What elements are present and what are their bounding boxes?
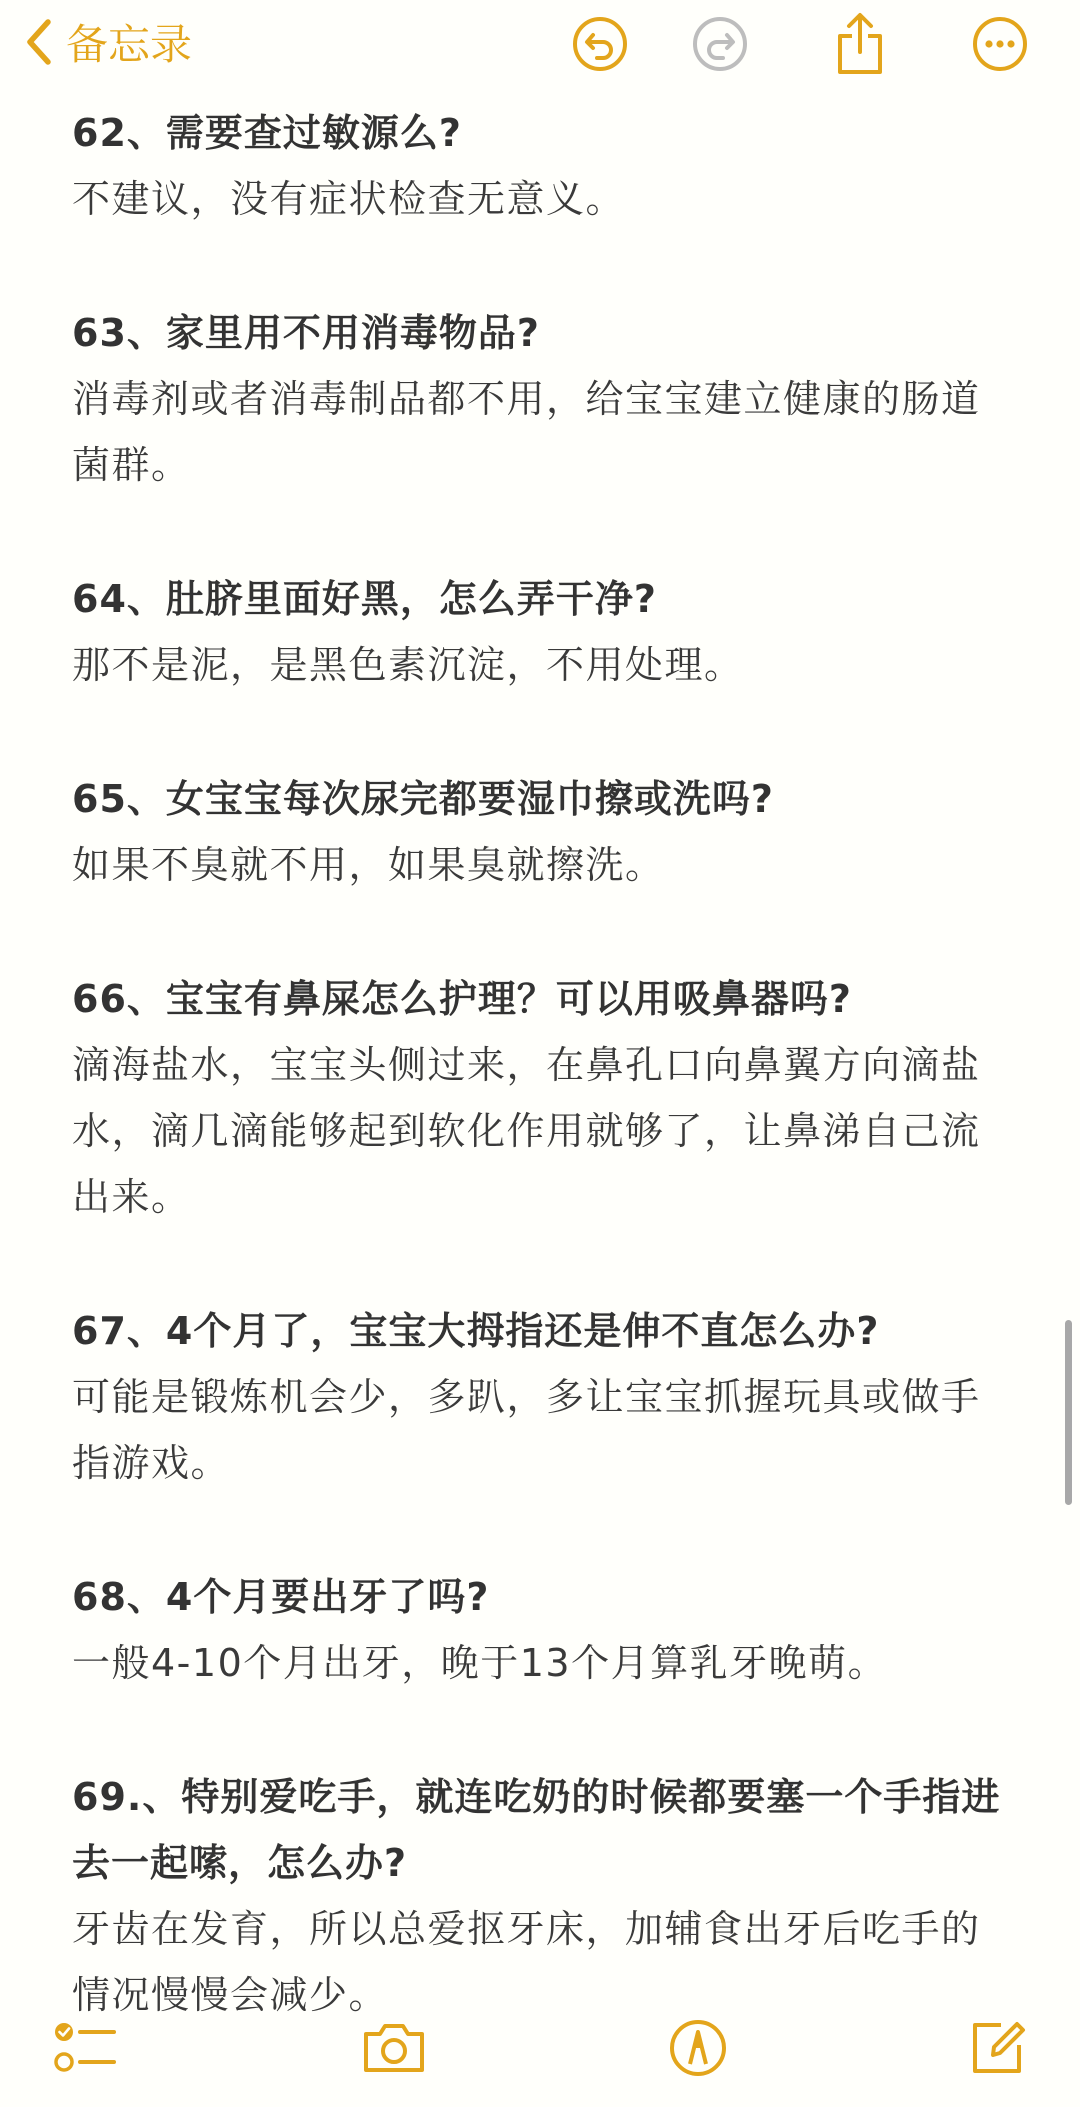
answer-text: 可能是锻炼机会少，多趴，多让宝宝抓握玩具或做手指游戏。	[72, 1375, 981, 1485]
compose-button[interactable]	[960, 2010, 1036, 2086]
scrollbar-thumb[interactable]	[1065, 1320, 1072, 1505]
undo-icon	[571, 15, 629, 73]
question-text: 62、需要查过敏源么?	[72, 111, 462, 155]
question-text: 69.、特别爱吃手，就连吃奶的时候都要塞一个手指进去一起嗦，怎么办?	[72, 1775, 1001, 1885]
answer-text: 牙齿在发育，所以总爱抠牙床，加辅食出牙后吃手的情况慢慢会减少。	[72, 1907, 981, 2017]
markup-button[interactable]	[660, 2010, 736, 2086]
qa-item	[72, 966, 1012, 1230]
checklist-icon	[54, 2018, 118, 2078]
back-label: 备忘录	[66, 20, 193, 69]
qa-item	[72, 566, 1012, 698]
note-body[interactable]	[72, 100, 1012, 2096]
camera-icon	[360, 2020, 428, 2076]
qa-item	[72, 1564, 1012, 1696]
redo-icon	[691, 15, 749, 73]
checklist-button[interactable]	[48, 2010, 124, 2086]
qa-item	[72, 766, 1012, 898]
question-text: 68、4个月要出牙了吗?	[72, 1575, 490, 1619]
answer-text: 滴海盐水，宝宝头侧过来，在鼻孔口向鼻翼方向滴盐水，滴几滴能够起到软化作用就够了，让鼻涕自己流出来。	[72, 1043, 981, 1219]
share-icon	[832, 12, 888, 76]
bottom-toolbar	[0, 2010, 1080, 2107]
share-button[interactable]	[828, 12, 892, 76]
question-text: 65、女宝宝每次尿完都要湿巾擦或洗吗?	[72, 777, 774, 821]
qa-item	[72, 1298, 1012, 1496]
question-text: 67、4个月了，宝宝大拇指还是伸不直怎么办?	[72, 1309, 880, 1353]
more-button[interactable]	[968, 12, 1032, 76]
qa-item	[72, 1764, 1012, 2028]
answer-text: 消毒剂或者消毒制品都不用，给宝宝建立健康的肠道菌群。	[72, 377, 981, 487]
undo-button[interactable]	[568, 12, 632, 76]
more-icon	[971, 15, 1029, 73]
answer-text: 如果不臭就不用，如果臭就擦洗。	[72, 843, 665, 887]
navigation-bar	[0, 0, 1080, 90]
back-button[interactable]	[24, 10, 192, 74]
chevron-left-icon	[24, 18, 54, 66]
question-text: 63、家里用不用消毒物品?	[72, 311, 540, 355]
redo-button[interactable]	[688, 12, 752, 76]
answer-text: 一般4-10个月出牙，晚于13个月算乳牙晚萌。	[72, 1641, 888, 1685]
markup-pen-icon	[668, 2018, 728, 2078]
answer-text: 那不是泥，是黑色素沉淀，不用处理。	[72, 643, 744, 687]
qa-item	[72, 100, 1012, 232]
answer-text: 不建议，没有症状检查无意义。	[72, 177, 626, 221]
qa-item	[72, 300, 1012, 498]
camera-button[interactable]	[356, 2010, 432, 2086]
compose-icon	[967, 2017, 1029, 2079]
question-text: 64、肚脐里面好黑，怎么弄干净?	[72, 577, 657, 621]
question-text: 66、宝宝有鼻屎怎么护理？可以用吸鼻器吗?	[72, 977, 852, 1021]
